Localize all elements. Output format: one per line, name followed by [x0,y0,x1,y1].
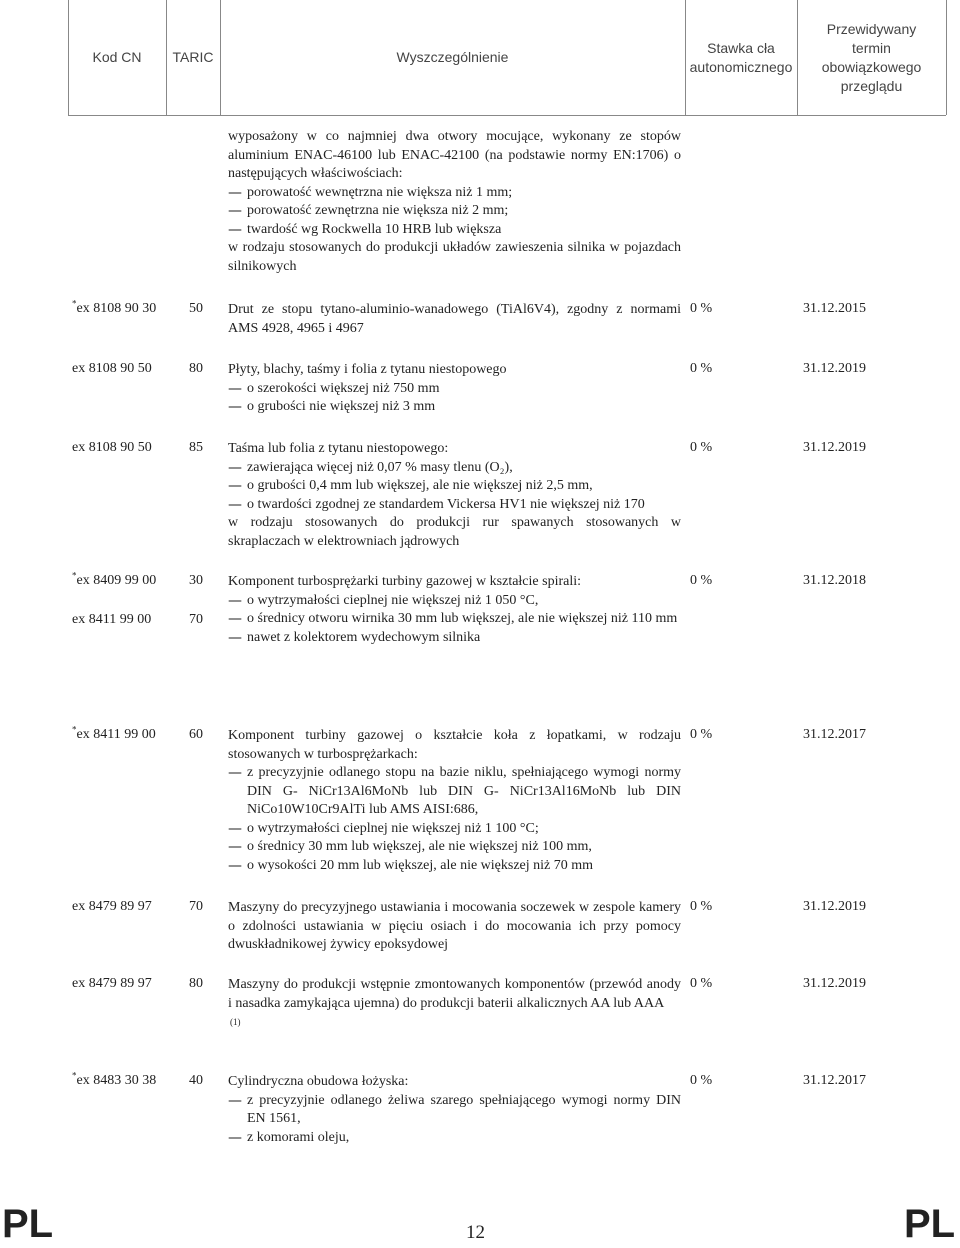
duty-rate: 0 % [690,899,713,914]
duty-rate: 0 % [690,976,713,991]
row-description: Komponent turbiny gazowej o kształcie koła z łopatkami, w rodzaju stosowanych w turbosprężarkach: — z precyzyjnie odlanego stopu na bazie niklu, spełniającego wymogi normy DIN G- NiCr13Al6MoNb lub DIN G- NiCr13Al16MoNb lub DIN NiCo10W10Cr9AlTi lub AMS AISI:686, — o wytrzymałości cieplnej nie większej niż 1 100 °C; — o średnicy 30 mm lub większej, ale nie większej niż 100 mm, — o wysokości 20 mm lub większej, ale nie większej niż 70 mm [228,727,681,875]
row-description: Maszyny do produkcji wstępnie zmontowanych komponentów (przewód anody i nasadka zamykająca ujemna) do produkcji baterii alkalicznych AA lub AAA (1) [228,977,681,1027]
header-kod-cn: Kod CN [92,49,142,65]
page-number: 12 [466,1222,485,1243]
taric-code: 40 [189,1073,203,1088]
review-date: 31.12.2017 [803,1073,866,1088]
review-date: 31.12.2017 [803,727,866,742]
row-description: Maszyny do precyzyjnego ustawiania i mocowania soczewek w zespole kamery o zdolności ustawiania w pięciu osiach i do mocowania ich przy pomocy dwuskładnikowej żywicy epoksydowej [228,900,681,952]
row-description: Płyty, blachy, taśmy i folia z tytanu niestopowego — o szerokości większej niż 750 mm — o grubości nie większej niż 3 mm [228,361,681,417]
duty-rate: 0 % [690,1073,713,1088]
cn-code: *ex 8409 99 00 [72,570,157,588]
duty-rate: 0 % [690,727,713,742]
review-date: 31.12.2019 [803,361,866,376]
header-taric: TARIC [172,49,214,65]
cn-code: ex 8479 89 97 [72,976,152,991]
cn-code: ex 8108 90 50 [72,361,152,376]
review-date: 31.12.2019 [803,899,866,914]
duty-rate: 0 % [690,361,713,376]
header-termin: Przewidywany termin obowiązkowego przeglądu [821,20,922,94]
duty-rate: 0 % [690,440,713,455]
cn-code: *ex 8483 30 38 [72,1070,157,1088]
footnote-ref: (1) [230,1017,241,1027]
cn-code-secondary: ex 8411 99 00 [72,612,152,627]
footer-language-left: PL [2,1202,54,1246]
review-date: 31.12.2015 [803,301,866,316]
continuation-description: wyposażony w co najmniej dwa otwory mocujące, wykonany ze stopów aluminium ENAC-46100 lub ENAC-42100 (na podstawie normy EN:1706) o następujących właściwościach: — porowatość wewnętrzna nie większa niż 1 mm; — porowatość zewnętrzna nie większa niż 2 mm; — twardość wg Rockwella 10 HRB lub większa w rodzaju stosowanych do produkcji układów zawieszenia silnika w pojazdach silnikowych [228,128,681,276]
cn-code: *ex 8411 99 00 [72,724,156,742]
row-description: Komponent turbosprężarki turbiny gazowej w kształcie spirali: — o wytrzymałości cieplnej nie większej niż 1 050 °C, — o średnicy otworu wirnika 30 mm lub większej, ale nie większej niż 110 mm — nawet z kolektorem wydechowym silnika [228,573,681,647]
row-description: Drut ze stopu tytano-aluminio-wanadowego (TiAl6V4), zgodny z normami AMS 4928, 4965 i 4967 [228,302,681,336]
cn-code: ex 8479 89 97 [72,899,152,914]
header-stawka: Stawka cła autonomicznego [689,39,793,75]
taric-code-secondary: 70 [189,612,203,627]
row-description: Taśma lub folia z tytanu niestopowego: — zawierająca więcej niż 0,07 % masy tlenu (O₂), — o grubości 0,4 mm lub większej, ale nie większej niż 2,5 mm, — o twardości zgodnej ze standardem Vickersa HV1 nie większej niż 170 w rodzaju stosowanych do produkcji rur spawanych stosowanych w skraplaczach w elektrowniach jądrowych [228,440,681,551]
header-divider [946,0,947,115]
taric-code: 70 [189,899,203,914]
review-date: 31.12.2018 [803,573,866,588]
cn-code: ex 8108 90 50 [72,440,152,455]
taric-code: 50 [189,301,203,316]
taric-code: 80 [189,976,203,991]
cn-code: *ex 8108 90 30 [72,298,157,316]
duty-rate: 0 % [690,573,713,588]
taric-code: 30 [189,573,203,588]
header-wyszczegolnienie: Wyszczególnienie [396,49,509,65]
taric-code: 80 [189,361,203,376]
footer-language-right: PL [904,1202,956,1246]
taric-code: 85 [189,440,203,455]
taric-code: 60 [189,727,203,742]
review-date: 31.12.2019 [803,976,866,991]
row-description: Cylindryczna obudowa łożyska: — z precyzyjnie odlanego żeliwa szarego spełniającego wymogi normy DIN EN 1561, — z komorami oleju, [228,1073,681,1147]
review-date: 31.12.2019 [803,440,866,455]
duty-rate: 0 % [690,301,713,316]
